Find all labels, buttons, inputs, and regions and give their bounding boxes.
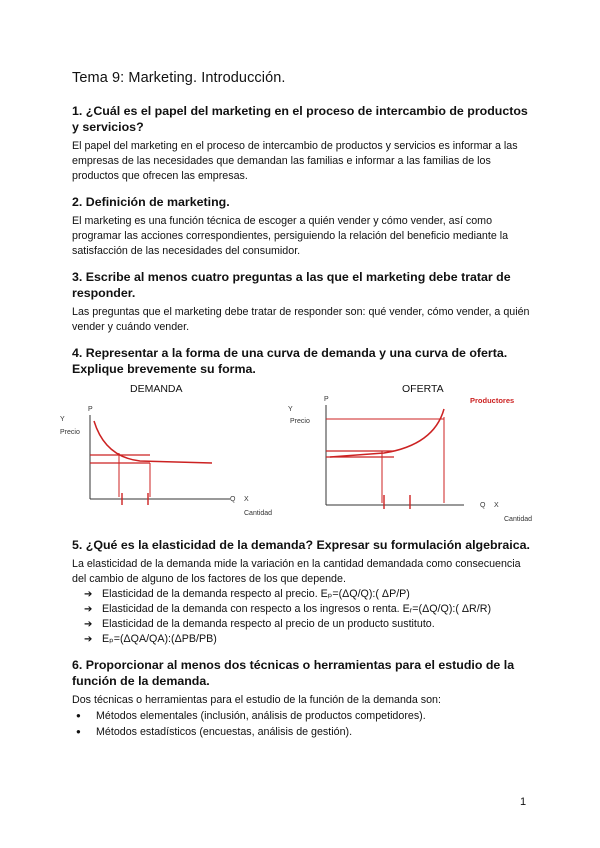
supply-y-label: Precio xyxy=(290,418,310,425)
section-heading: 1. ¿Cuál es el papel del marketing en el proceso de intercambio de productos y servicios? xyxy=(72,104,528,134)
supply-demand-charts xyxy=(60,381,544,531)
demand-p-letter: P xyxy=(88,406,93,413)
list-item: ● Métodos estadísticos (encuestas, análisis de gestión). xyxy=(76,724,532,740)
section-heading: 4. Representar a la forma de una curva de demanda y una curva de oferta. Explique brevemente su forma. xyxy=(72,346,508,376)
demand-x-label: Cantidad xyxy=(244,510,273,517)
list-item: ➔ Eₚ=(ΔQA/QA):(ΔPB/PB) xyxy=(84,632,532,647)
section-1 xyxy=(72,103,532,184)
page-title: Tema 9: Marketing. Introducción. xyxy=(72,70,286,86)
section-heading: 5. ¿Qué es la elasticidad de la demanda? Expresar su formulación algebraica. xyxy=(72,538,530,552)
section-body: El papel del marketing en el proceso de intercambio de productos y servicios es informar a las empresas de las necesidades que demandan las familias e informar a las familias de los productos que ofrecen las empresas. xyxy=(72,140,518,182)
supply-curve xyxy=(330,409,444,457)
techniques-list xyxy=(72,708,532,740)
list-item: ➔ Elasticidad de la demanda con respecto a los ingresos o renta. Eᵣ=(ΔQ/Q):( ΔR/R) xyxy=(84,602,532,617)
list-item: ● Métodos elementales (inclusión, análisis de productos competidores). xyxy=(76,708,532,724)
section-2 xyxy=(72,194,532,259)
supply-y-letter: Y xyxy=(288,406,293,413)
supply-q-letter: Q xyxy=(480,502,486,509)
supply-x-letter: X xyxy=(494,502,499,509)
demand-y-label: Precio xyxy=(60,429,80,436)
demand-y-letter: Y xyxy=(60,416,65,423)
supply-p-letter: P xyxy=(324,396,329,403)
demand-x-letter: X xyxy=(244,496,249,503)
list-item: ➔ Elasticidad de la demanda respecto al precio. Eₚ=(ΔQ/Q):( ΔP/P) xyxy=(84,587,532,602)
section-body: Dos técnicas o herramientas para el estudio de la función de la demanda son: xyxy=(72,694,441,706)
supply-chart xyxy=(284,395,544,529)
section-6 xyxy=(72,657,532,740)
section-3 xyxy=(72,269,532,335)
section-body: La elasticidad de la demanda mide la variación en la cantidad demandada como consecuencia del cambio de alguno de los factores de los que depende. xyxy=(72,558,521,585)
section-heading: 6. Proporcionar al menos dos técnicas o herramientas para el estudio de la función de la demanda. xyxy=(72,658,515,688)
supply-x-label: Cantidad xyxy=(504,516,533,523)
demand-curve xyxy=(94,421,212,463)
section-4 xyxy=(72,345,532,377)
document-page xyxy=(60,70,533,750)
list-item: ➔ Elasticidad de la demanda respecto al precio de un producto sustituto. xyxy=(84,617,532,632)
demand-chart xyxy=(60,399,290,529)
section-heading: 3. Escribe al menos cuatro preguntas a las que el marketing debe tratar de responder. xyxy=(72,270,511,300)
demand-chart-title: DEMANDA xyxy=(130,383,183,395)
elasticity-list xyxy=(72,587,532,647)
supply-chart-title: OFERTA xyxy=(402,383,444,395)
section-5 xyxy=(72,537,532,647)
demand-q-letter: Q xyxy=(230,496,236,503)
page-number: 1 xyxy=(520,796,527,808)
section-body: El marketing es una función técnica de escoger a quién vender y cómo vender, así como programar las acciones correspondientes, persiguiendo la relación del beneficio mediante la satisfacción de las necesidades del consumidor. xyxy=(72,215,509,257)
section-heading: 2. Definición de marketing. xyxy=(72,195,230,209)
section-body: Las preguntas que el marketing debe tratar de responder son: qué vender, cómo vender, a quién vender y cuándo vender. xyxy=(72,306,530,333)
supply-annotation: Productores xyxy=(470,396,515,405)
